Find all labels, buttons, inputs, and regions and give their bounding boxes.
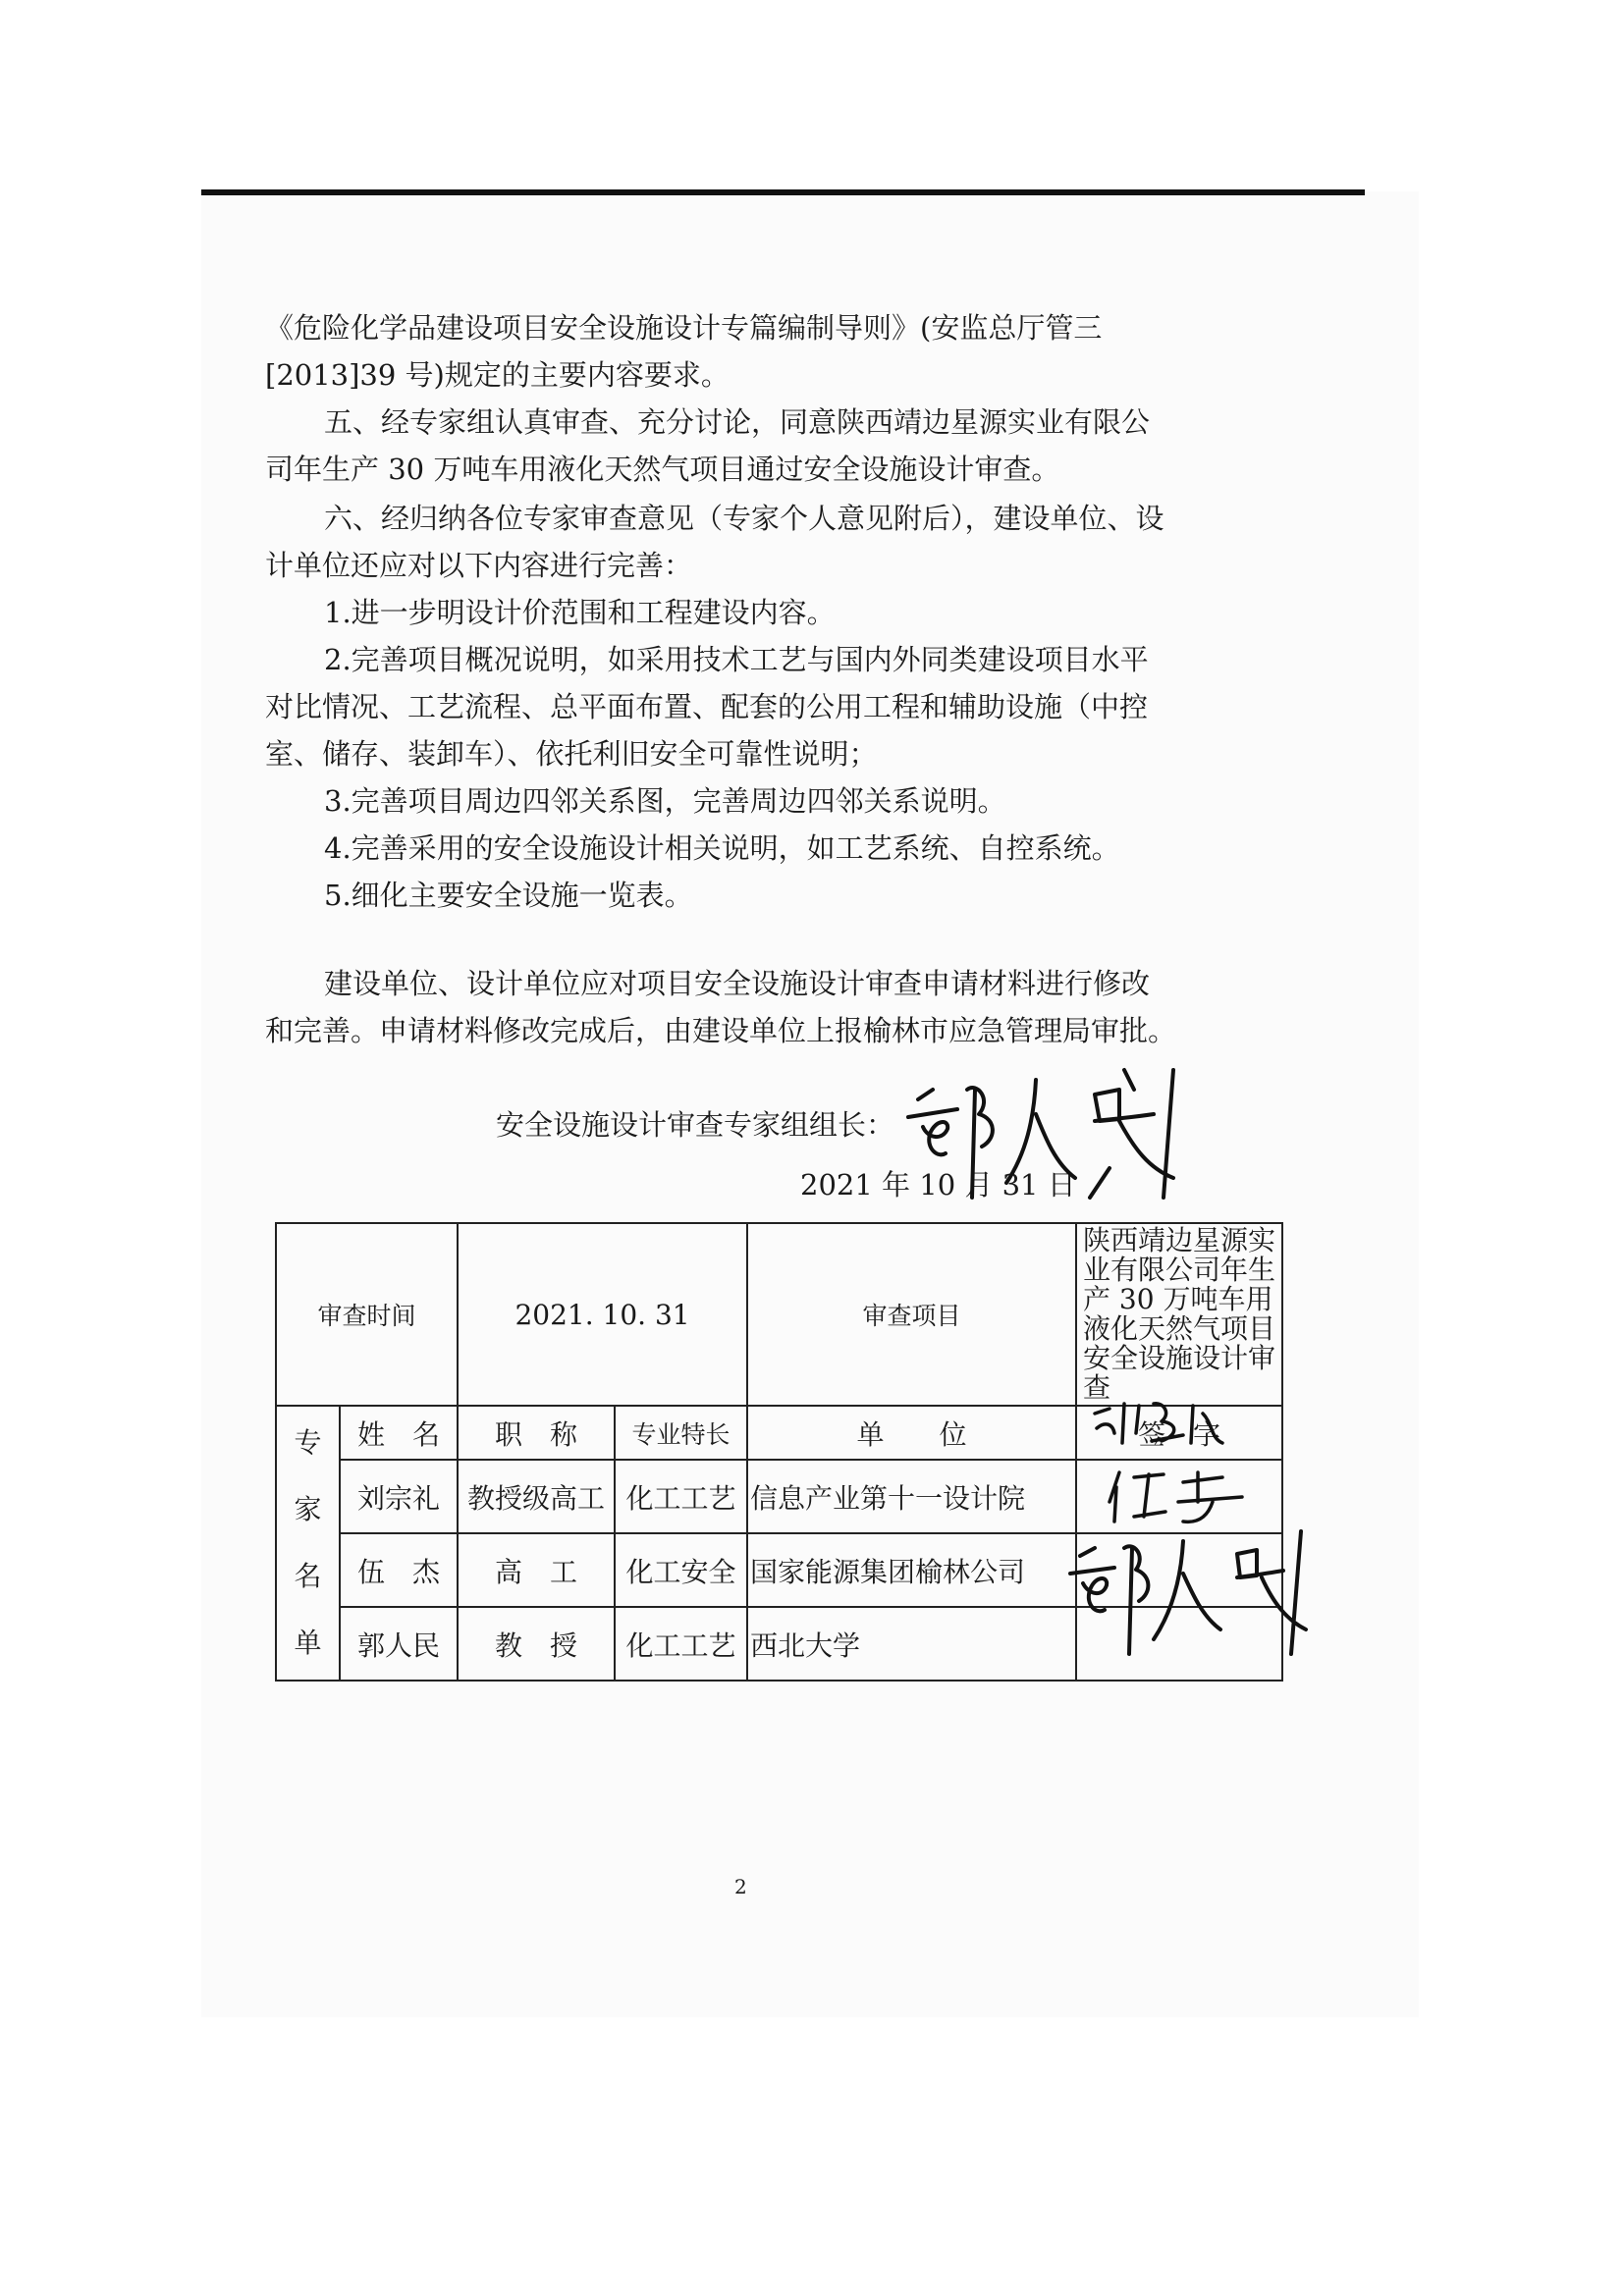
- paragraph-line-7: 1.进一步明设计价范围和工程建设内容。: [324, 596, 836, 629]
- side-char-2: 家: [294, 1493, 322, 1525]
- header-title: 职 称: [458, 1406, 615, 1460]
- paragraph-line-13: 5.细化主要安全设施一览表。: [324, 879, 693, 912]
- expert-name: 郭人民: [340, 1607, 458, 1681]
- expert-specialty: 化工工艺: [615, 1460, 747, 1533]
- header-specialty: 专业特长: [615, 1406, 747, 1460]
- scan-edge-bar: [201, 189, 1365, 195]
- expert-title: 高 工: [458, 1533, 615, 1607]
- paragraph-line-10: 室、储存、装卸车）、依托利旧安全可靠性说明；: [265, 737, 878, 771]
- expert-name: 刘宗礼: [340, 1460, 458, 1533]
- signature-date: 2021 年 10 月 31 日: [800, 1168, 1076, 1201]
- paragraph-line-12: 4.完善采用的安全设施设计相关说明，如工艺系统、自控系统。: [324, 831, 1120, 865]
- paragraph-line-8: 2.完善项目概况说明，如采用技术工艺与国内外同类建设项目水平: [324, 643, 1149, 676]
- signature-guo-image: [1056, 1526, 1311, 1664]
- page-number: 2: [734, 1875, 747, 1898]
- expert-unit: 国家能源集团榆林公司: [747, 1533, 1076, 1607]
- expert-specialty: 化工安全: [615, 1533, 747, 1607]
- review-time-value: 2021. 10. 31: [458, 1223, 747, 1406]
- expert-title: 教 授: [458, 1607, 615, 1681]
- paragraph-line-9: 对比情况、工艺流程、总平面布置、配套的公用工程和辅助设施（中控: [265, 690, 1149, 723]
- review-time-label: 审查时间: [276, 1223, 458, 1406]
- review-item-value: 陕西靖边星源实业有限公司年生产 30 万吨车用液化天然气项目安全设施设计审查: [1076, 1223, 1282, 1406]
- expert-unit: 信息产业第十一设计院: [747, 1460, 1076, 1533]
- header-name: 姓 名: [340, 1406, 458, 1460]
- leader-signature-image: [889, 1060, 1203, 1207]
- review-item-label: 审查项目: [747, 1223, 1076, 1406]
- side-char-4: 单: [294, 1627, 322, 1659]
- expert-name: 伍 杰: [340, 1533, 458, 1607]
- paragraph-line-11: 3.完善项目周边四邻关系图，完善周边四邻关系说明。: [324, 784, 1006, 818]
- paragraph-line-6: 计单位还应对以下内容进行完善：: [265, 549, 693, 582]
- expert-title: 教授级高工: [458, 1460, 615, 1533]
- paragraph-line-1: 《危险化学品建设项目安全设施设计专篇编制导则》(安监总厅管三: [265, 311, 1103, 345]
- signature-wu-image: [1105, 1463, 1262, 1531]
- paragraph-line-3: 五、经专家组认真审查、充分讨论，同意陕西靖边星源实业有限公: [324, 405, 1151, 439]
- expert-unit: 西北大学: [747, 1607, 1076, 1681]
- paragraph-line-14: 建设单位、设计单位应对项目安全设施设计审查申请材料进行修改: [324, 967, 1151, 1000]
- expert-list-side-label: [276, 1406, 340, 1681]
- signature-liu-image: [1085, 1394, 1232, 1453]
- paragraph-line-5: 六、经归纳各位专家审查意见（专家个人意见附后），建设单位、设: [324, 502, 1164, 535]
- paragraph-line-4: 司年生产 30 万吨车用液化天然气项目通过安全设施设计审查。: [265, 453, 1060, 486]
- header-signature: 签 字: [1076, 1406, 1282, 1460]
- paragraph-line-15: 和完善。申请材料修改完成后，由建设单位上报榆林市应急管理局审批。: [265, 1014, 1177, 1047]
- side-char-1: 专: [294, 1426, 322, 1459]
- expert-specialty: 化工工艺: [615, 1607, 747, 1681]
- side-char-3: 名: [294, 1560, 322, 1592]
- header-unit: 单 位: [747, 1406, 1076, 1460]
- paragraph-line-2: [2013]39 号)规定的主要内容要求。: [265, 358, 730, 392]
- group-leader-label: 安全设施设计审查专家组组长：: [496, 1108, 895, 1142]
